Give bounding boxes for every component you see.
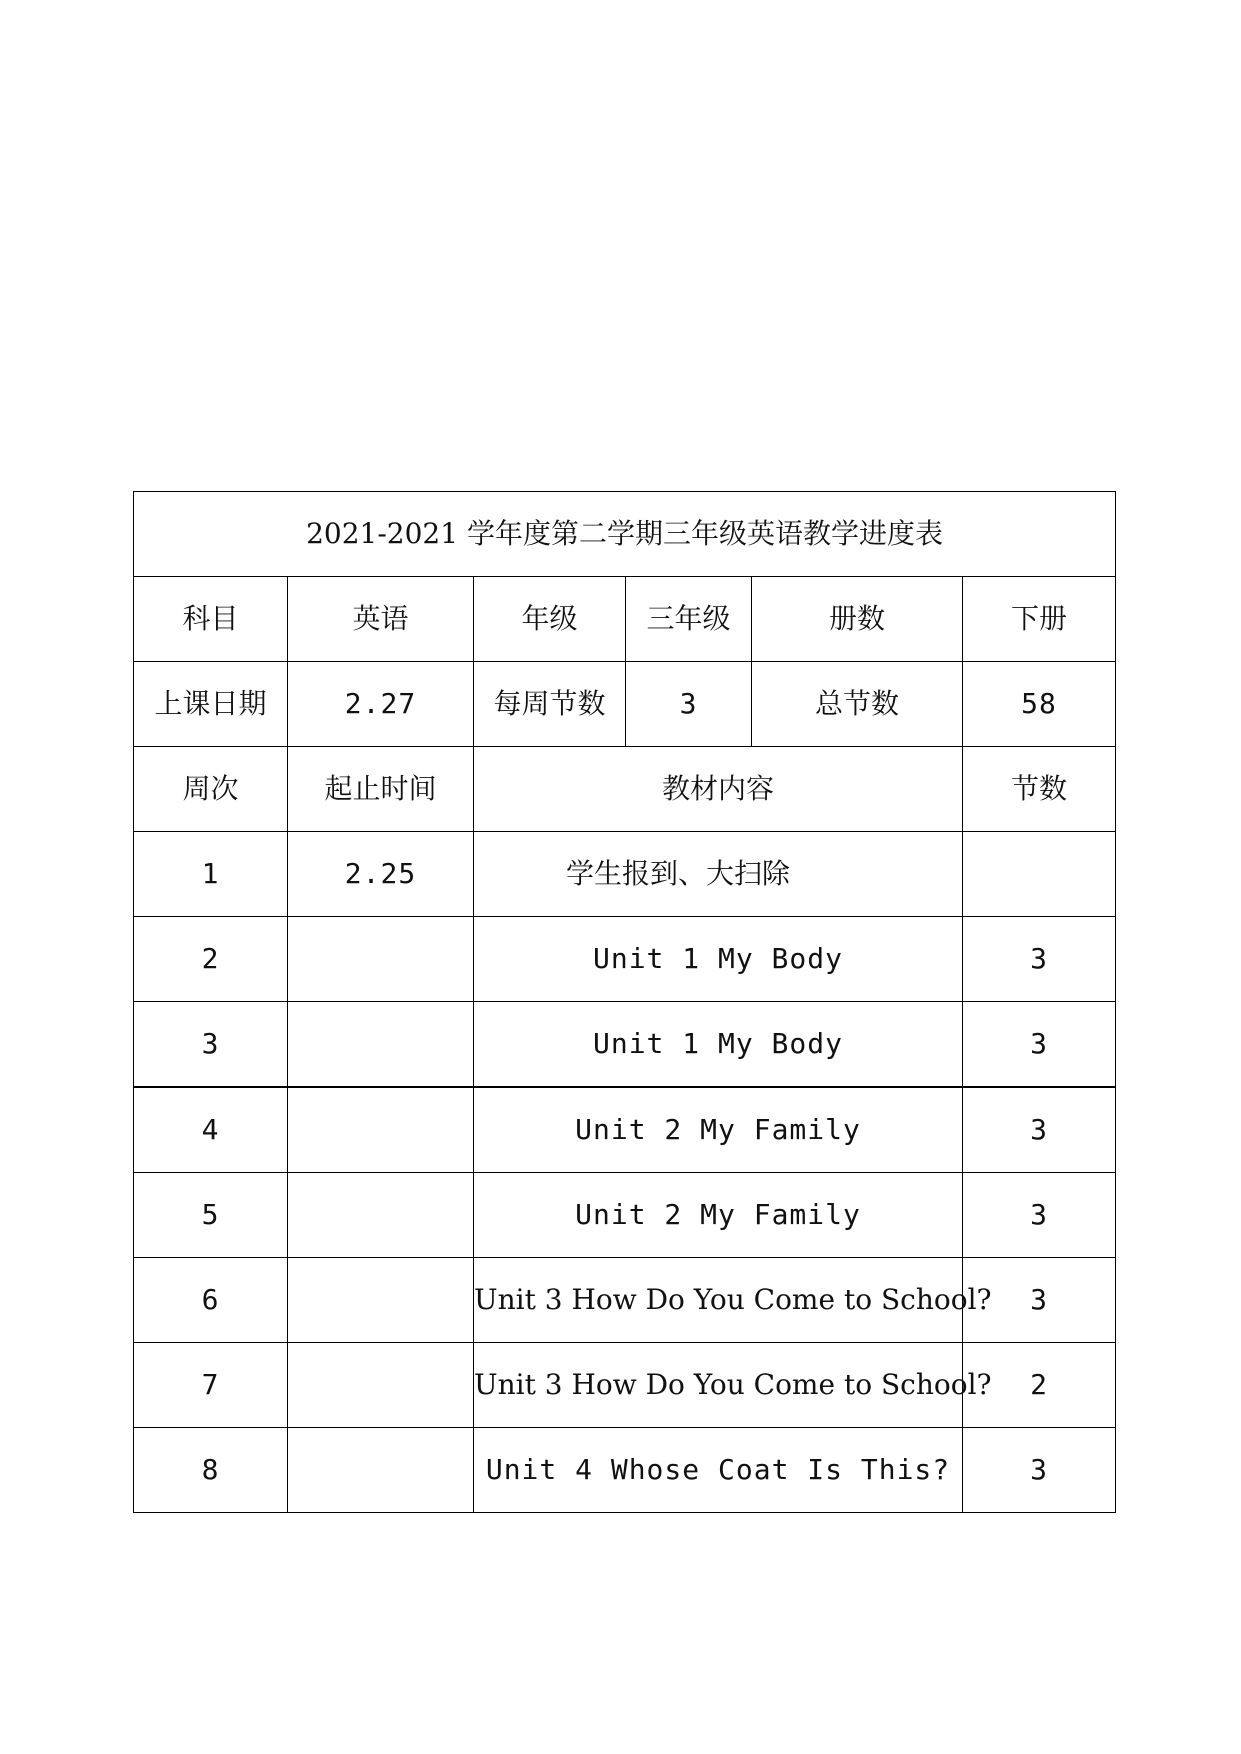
table-row (134, 1258, 1116, 1343)
lessons-cell: 3 (963, 1087, 1116, 1173)
schedule-table (133, 491, 1116, 1513)
header-lessons: 节数 (963, 747, 1116, 832)
lessons-cell: 3 (963, 1258, 1116, 1343)
period-cell: 2.25 (288, 832, 474, 917)
subject-label: 科目 (134, 577, 288, 662)
title-row (134, 492, 1116, 577)
header-row (134, 747, 1116, 832)
lessons-cell (963, 832, 1116, 917)
period-cell (288, 1087, 474, 1173)
total-lessons-value: 58 (963, 662, 1116, 747)
period-cell (288, 917, 474, 1002)
content-cell: Unit 2 My Family (474, 1173, 963, 1258)
weekly-lessons-value: 3 (626, 662, 752, 747)
content-cell: Unit 3 How Do You Come to School? (474, 1343, 963, 1428)
header-period: 起止时间 (288, 747, 474, 832)
content-cell: 学生报到、大扫除 (474, 832, 963, 917)
table-row (134, 1002, 1116, 1088)
table-row (134, 917, 1116, 1002)
week-cell: 3 (134, 1002, 288, 1088)
period-cell (288, 1428, 474, 1513)
content-cell: Unit 1 My Body (474, 917, 963, 1002)
table-row (134, 1343, 1116, 1428)
week-cell: 2 (134, 917, 288, 1002)
total-lessons-label: 总节数 (752, 662, 963, 747)
start-date-value: 2.27 (288, 662, 474, 747)
period-cell (288, 1173, 474, 1258)
info-row-2 (134, 662, 1116, 747)
lessons-cell: 3 (963, 1002, 1116, 1088)
table-title: 2021-2021 学年度第二学期三年级英语教学进度表 (134, 492, 1116, 577)
period-cell (288, 1258, 474, 1343)
table-row (134, 832, 1116, 917)
table-row (134, 1428, 1116, 1513)
content-cell: Unit 1 My Body (474, 1002, 963, 1088)
weekly-lessons-label: 每周节数 (474, 662, 626, 747)
header-content: 教材内容 (474, 747, 963, 832)
content-cell: Unit 2 My Family (474, 1087, 963, 1173)
table-row (134, 1173, 1116, 1258)
subject-value: 英语 (288, 577, 474, 662)
volume-label: 册数 (752, 577, 963, 662)
week-cell: 1 (134, 832, 288, 917)
header-week: 周次 (134, 747, 288, 832)
lessons-cell: 2 (963, 1343, 1116, 1428)
start-date-label: 上课日期 (134, 662, 288, 747)
content-cell: Unit 4 Whose Coat Is This? (474, 1428, 963, 1513)
week-cell: 5 (134, 1173, 288, 1258)
period-cell (288, 1002, 474, 1088)
grade-value: 三年级 (626, 577, 752, 662)
week-cell: 8 (134, 1428, 288, 1513)
week-cell: 4 (134, 1087, 288, 1173)
content-cell: Unit 3 How Do You Come to School? (474, 1258, 963, 1343)
table-row (134, 1087, 1116, 1173)
volume-value: 下册 (963, 577, 1116, 662)
lessons-cell: 3 (963, 1428, 1116, 1513)
week-cell: 6 (134, 1258, 288, 1343)
grade-label: 年级 (474, 577, 626, 662)
period-cell (288, 1343, 474, 1428)
lessons-cell: 3 (963, 917, 1116, 1002)
info-row-1 (134, 577, 1116, 662)
week-cell: 7 (134, 1343, 288, 1428)
lessons-cell: 3 (963, 1173, 1116, 1258)
